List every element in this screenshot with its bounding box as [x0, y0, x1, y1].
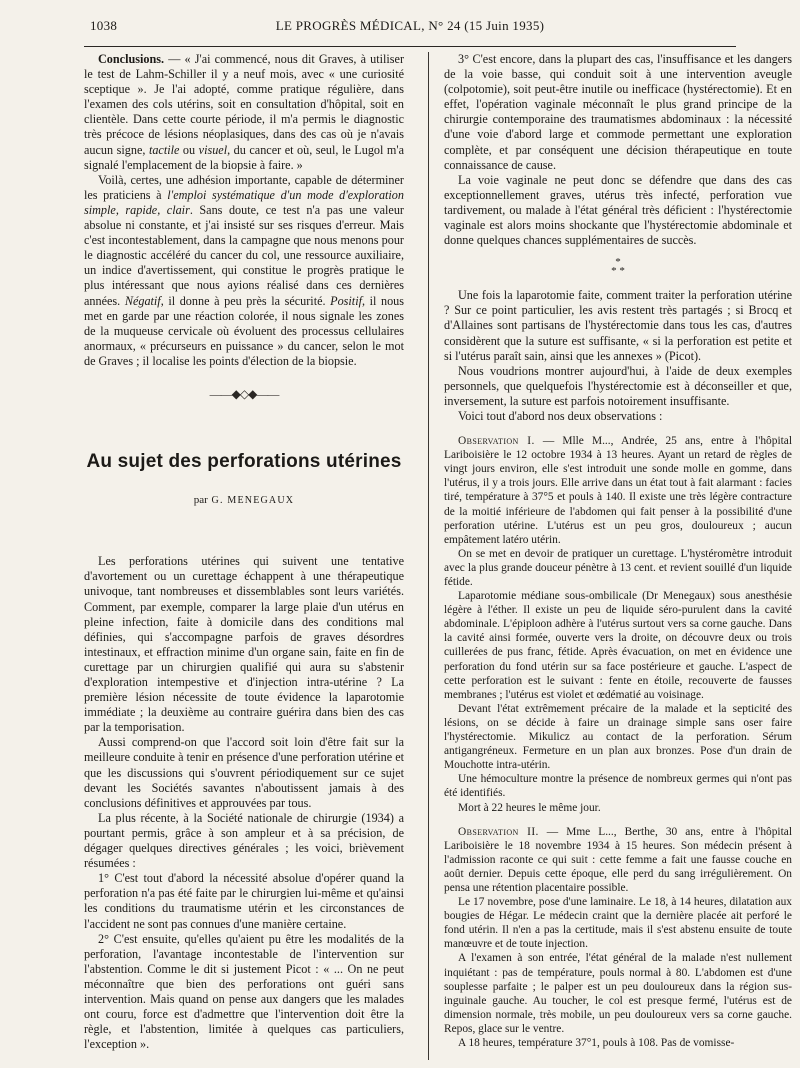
observation-paragraph: Observation II. — Mme L..., Berthe, 30 ans, entre à l'hôpital Lariboisière le 18 novembre 1934 à 15 heures. Son médecin présent à l'admission raconte ce qui suit : cette femme a fait une fausse couche en août dernier. Depuis cette époque, elle perd du sang irrégulièrement. On pensa une rétention placentaire possible.	[444, 825, 792, 894]
section-ornament: ——◆◇◆——	[209, 386, 279, 401]
page-number: 1038	[90, 18, 118, 33]
body-paragraph: Aussi comprend-on que l'accord soit loin d'être fait sur la meilleure conduite à tenir en présence d'une perforation utérine et que les discussions qui s'ouvrent périodiquement sur ce sujet devant les Sociétés savantes n'aboutissent jamais à des conclusions définitives et approuvées par tous.	[84, 735, 404, 810]
observation-paragraph: Observation I. — Mlle M..., Andrée, 25 ans, entre à l'hôpital Lariboisière le 12 octobre 1934 à 13 heures. Ayant un retard de règles de vingt jours environ, elle s'est introduit une sonde molle en gomme, dans l'utérus, il y a trois jours. Elle arrive dans un état tout à fait alarmant : facies tiré, température à 37°5 et pouls à 140. Il existe une très légère contracture de la moitié inférieure de l'abdomen qui fait penser à la possibilité d'une perforation utérine. L'utérus est un peu gros, douloureux ; aucun empâtement latéro utérin.	[444, 435, 792, 546]
observation-label: Observation I.	[458, 435, 535, 448]
body-paragraph: Une fois la laparotomie faite, comment traiter la perforation utérine ? Sur ce point particulier, les avis restent très partagés ; si Brocq et d'Allaines sont partisans de l'hystérectomie dans tous les cas, d'autres considèrent que la suture est suffisante, « si la perforation est petite et si l'utérus paraît sain, ainsi que les annexes » (Picot).	[444, 288, 792, 363]
conclusions-label: Conclusions.	[98, 52, 165, 66]
right-column	[444, 52, 792, 1050]
observation-1	[444, 434, 792, 815]
numbered-point: 3° C'est encore, dans la plupart des cas, l'insuffisance et les dangers de la voie basse, qui conduit soit à une intervention aveugle (colpotomie), soit peut-être inutile ou inefficace (hystérectomie). Et en effet, l'opération vaginale méconnaît le plus grand principe de la chirurgie contemporaine des traumatismes abdominaux : la nécessité d'une voie d'abord large et commode permettant une exploration complète, et par conséquent une décision thérapeutique en toute connaissance de cause.	[444, 52, 792, 172]
observation-paragraph: On se met en devoir de pratiquer un curettage. L'hystéromètre introduit avec la plus grande douceur pénètre à 13 cent. et revient souillé d'un liquide fétide.	[444, 547, 792, 588]
body-paragraph: La voie vaginale ne peut donc se défendre que dans des cas exceptionnellement graves, utérus très infecté, perforation vue tardivement, ou malade à l'état général très déficient : l'hystérectomie vaginale est alors moins shockante que l'hystérectomie abdominale et donne quelques chances supplémentaires de succès.	[444, 172, 792, 248]
conclusions-paragraph: Conclusions. — « J'ai commencé, nous dit Graves, à utiliser le test de Lahm-Schiller il y a neuf mois, avec « une curiosité sceptique ». Je l'ai adopté, comme pratique régulière, dans l'examen des cols utérins, soit en consultation d'hôpital, soit en clientèle. Dans cette courte période, il m'a permis le diagnostic très précoce de lésions néoplasiques, dans des cas où je n'avais aucun signe, tactile ou visuel, du cancer et où, seul, le Lugol m'a signalé l'emplacement de la biopsie à faire. »	[84, 52, 405, 172]
left-column	[84, 52, 404, 1052]
running-header	[90, 18, 730, 36]
observation-paragraph: Une hémoculture montre la présence de nombreux germes qui n'ont pas été identifiés.	[444, 773, 792, 800]
body-paragraph: La plus récente, à la Société nationale de chirurgie (1934) a pourtant permis, grâce à son ampleur et à sa précision, de dégager quelques directives générales ; les voici, brièvement résumées :	[84, 810, 404, 871]
article-title: Au sujet des perforations utérines	[86, 451, 402, 473]
observation-label: Observation II.	[458, 825, 539, 838]
article-byline: par G. MENEGAUX	[193, 494, 295, 507]
header-rule	[84, 46, 736, 47]
observation-paragraph: Devant l'état extrêmement précaire de la malade et la septicité des lésions, on se décide à faire un drainage simple sans oser faire l'hystérectomie. Mikulicz au contact de la perforation. Sérum antigangréneux. Fermeture en un plan aux bronzes. Pose d'un drain de Mouchotte intra-utérin.	[444, 702, 792, 772]
journal-title: LE PROGRÈS MÉDICAL, N° 24 (15 Juin 1935)	[275, 18, 545, 33]
observation-paragraph: Le 17 novembre, pose d'une laminaire. Le 18, à 14 heures, dilatation aux bougies de Hégar. Le médecin craint que la dernière placée ait perforé le fond utérin. Il n'en a pas la certitude, mais il s'est abstenu ensuite de toute manœuvre et de toute injection.	[444, 896, 792, 951]
numbered-point: 1° C'est tout d'abord la nécessité absolue d'opérer quand la perforation n'a pas été faite par le chirurgien lui-même et qu'ainsi les conditions du traumatisme utérin et les circonstances de l'accident ne sont pas connues d'une manière certaine.	[84, 871, 404, 931]
author-name: G. MENEGAUX	[211, 495, 295, 507]
body-paragraph: Nous voudrions montrer aujourd'hui, à l'aide de deux exemples personnels, que quelquefois l'hystérectomie est à déconseiller et que, inversement, la suture est parfois notoirement insuffisante.	[444, 363, 792, 408]
observation-paragraph: A l'examen à son entrée, l'état général de la malade n'est nullement inquiétant : pas de température, pouls normal à 80. L'abdomen est d'une souplesse parfaite ; le palper est un peu douloureux dans la région sus-inguinale gauche. Au toucher, le col est presque fermé, l'utérus est de dimension normale, très mobile, un peu douloureux vers sa corne gauche. Repos, glace sur le ventre.	[444, 952, 792, 1035]
spacer	[444, 424, 792, 434]
observation-2	[444, 825, 792, 1051]
spacer	[444, 815, 792, 825]
adhesion-paragraph: Voilà, certes, une adhésion importante, capable de déterminer les praticiens à l'emploi systématique d'un mode d'exploration simple, rapide, clair. Sans doute, ce test n'a pas une valeur absolue ni constante, et j'ai insisté sur ses risques d'erreur. Mais c'est incontestablement, dans la campagne que nous menons pour le diagnostic accéléré du cancer du col, une ressource auxiliaire, un indice d'avertissement, qui constitue le progrès pratique le plus intéressant que nous ayions réalisé dans ces dernières années. Négatif, il donne à peu près la sécurité. Positif, il nous met en garde par une réaction colorée, il nous signale les zones de la muqueuse cervicale où évoluent des processus cellulaires anormaux, « précurseurs en puissance » du cancer, selon le mot de Graves ; il localise les points d'élection de la biopsie.	[84, 172, 405, 368]
body-paragraph: Les perforations utérines qui suivent une tentative d'avortement ou un curettage échappent à une thérapeutique univoque, tant nombreuses et dissemblables sont leurs variétés. Comment, par exemple, comparer la large plaie d'un utérus en pleine infection, faite à domicile dans des conditions mal définies, qui s'accompagne parfois de graves désordres intestinaux, et effraction minime d'un organe sain, faite en fin de curettage par un chirurgien qualifié qui aura su s'abstenir d'exploration intempestive et d'injection intra-utérine ? La première lésion nécessite de toute évidence la laparotomie immédiate ; la deuxième au contraire guérira dans bien des cas par la temporisation.	[84, 554, 404, 735]
observation-paragraph: Mort à 22 heures le même jour.	[458, 801, 601, 814]
numbered-point: 2° C'est ensuite, qu'elles qu'aient pu être les modalités de la perforation, l'avantage incontestable de l'intervention sur l'abstention. Comme le dit si justement Picot : « ... On ne peut méconnaître que bien des perforations ont guéri sans intervention. Mais quand on pense aux dangers que les malades ont couru, force est d'admettre que l'intervention doit être la règle, et l'abstention, limitée à quelques cas particuliers, l'exception ».	[84, 931, 404, 1052]
observation-paragraph: Laparotomie médiane sous-ombilicale (Dr Menegaux) sous anesthésie légère à l'éther. Il existe un peu de liquide séro-purulent dans la cavité abdominale. L'épiploon adhère à l'utérus surtout vers sa corne gauche. Dans la cavité ainsi formée, ouverte vers la droite, on découvre deux ou trois cuillerées de pus franc, fétide. Après évacuation, on met en évidence une perforation du fond utérin sur sa face postérieure et gauche. L'aspect de cette perforation est le suivant : fente en étoile, recouverte de fausses membranes ; l'utérus est violet et œdématié au voisinage.	[444, 590, 792, 701]
observation-paragraph: A 18 heures, température 37°1, pouls à 108. Pas de vomisse-	[458, 1037, 735, 1049]
body-paragraph: Voici tout d'abord nos deux observations :	[458, 408, 663, 423]
asterism: * * *	[611, 256, 625, 278]
column-divider	[428, 52, 429, 1060]
